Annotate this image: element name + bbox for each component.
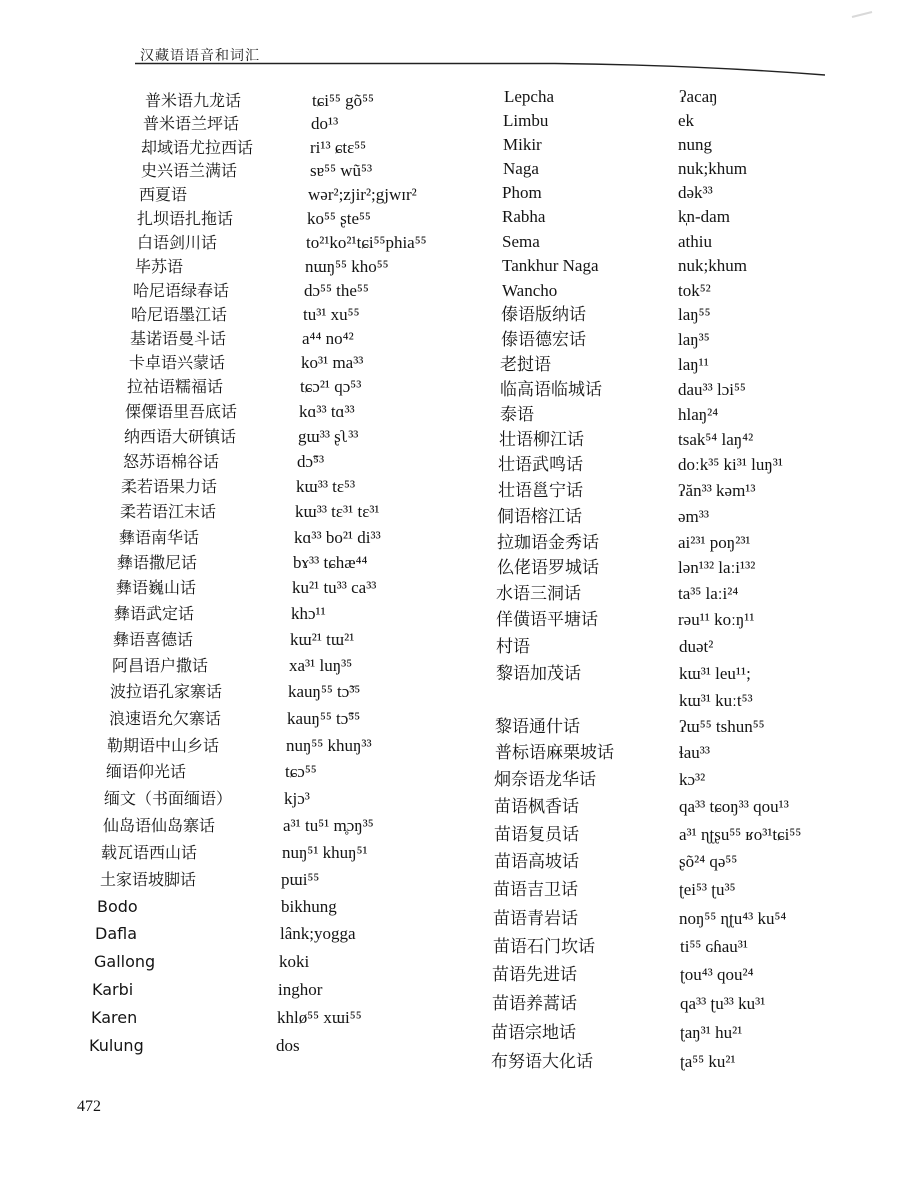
word-form: a⁴⁴ no⁴² xyxy=(302,329,354,348)
word-form: do¹³ xyxy=(311,114,339,133)
word-form: k̩n-dam xyxy=(678,207,730,226)
word-form: kɑ³³ tɑ³³ xyxy=(299,402,355,421)
language-name: 彝语撒尼话 xyxy=(117,553,198,572)
word-form: laŋ¹¹ xyxy=(678,355,709,374)
language-name: 布努语大化话 xyxy=(491,1052,593,1071)
word-form: kɑ³³ bo²¹ di³³ xyxy=(294,528,381,547)
language-name: 傣语版纳话 xyxy=(501,305,586,324)
word-form: kɯ³¹ kuːt⁵³ xyxy=(679,691,753,710)
language-name: 老挝语 xyxy=(500,355,551,374)
word-form: nuŋ⁵¹ khuŋ⁵¹ xyxy=(282,843,368,862)
word-form: kɯ³³ tɛ⁵³ xyxy=(296,477,356,496)
word-form: athiu xyxy=(678,232,712,251)
word-form: gɯ³³ ʂʅ³³ xyxy=(298,427,359,446)
language-name: Dafla xyxy=(95,924,138,943)
language-name: 缅语仰光话 xyxy=(106,762,187,781)
language-name: Naga xyxy=(503,159,539,178)
language-name: 黎语加茂话 xyxy=(496,664,581,683)
word-form: laŋ³⁵ xyxy=(678,330,710,349)
word-form: dɔ⁵⁵ the⁵⁵ xyxy=(304,281,369,300)
word-form: ta³⁵ laːi²⁴ xyxy=(678,584,739,603)
word-form: duət² xyxy=(679,637,714,656)
word-form: sɐ⁵⁵ wũ⁵³ xyxy=(310,161,373,180)
language-name: 傈僳语里吾底话 xyxy=(125,402,238,421)
word-form: koki xyxy=(279,952,310,971)
word-form: ko⁵⁵ ʂte⁵⁵ xyxy=(307,209,371,228)
language-name: 普标语麻栗坡话 xyxy=(495,743,614,762)
language-name: Sema xyxy=(502,232,540,251)
language-name: 基诺语曼斗话 xyxy=(130,329,227,348)
word-form: rəu¹¹ koːŋ¹¹ xyxy=(678,610,755,629)
word-form: pɯi⁵⁵ xyxy=(281,870,320,889)
word-form: ʔăn³³ kəm¹³ xyxy=(678,481,756,500)
language-name: Tankhur Naga xyxy=(502,256,599,275)
language-name: 苗语先进话 xyxy=(492,965,577,984)
language-name: Limbu xyxy=(503,111,549,130)
language-name: 哈尼语墨江话 xyxy=(131,305,228,324)
language-name: 壮语柳江话 xyxy=(499,430,584,449)
running-head-title: 汉藏语语音和词汇 xyxy=(140,48,260,64)
word-form: dos xyxy=(276,1036,300,1055)
language-name: Wancho xyxy=(502,281,558,300)
word-form: qa³³ tɕoŋ³³ qou¹³ xyxy=(679,797,789,816)
language-name: 缅文（书面缅语） xyxy=(104,789,233,808)
word-form: xa³¹ luŋ³⁵ xyxy=(289,656,353,675)
language-name: 侗语榕江话 xyxy=(497,507,582,526)
word-form: ko³¹ ma³³ xyxy=(301,353,364,372)
language-name: 勒期语中山乡话 xyxy=(107,736,220,755)
word-form: bikhung xyxy=(281,897,337,916)
word-form: qa³³ ʈu³³ ku³¹ xyxy=(680,994,766,1013)
language-name: 毕苏语 xyxy=(135,257,184,276)
language-name: 柔若语江末话 xyxy=(120,502,217,521)
language-name: 怒苏语棉谷话 xyxy=(123,452,220,471)
language-name: 白语剑川话 xyxy=(137,233,218,252)
word-form: dɔ̃⁵³ xyxy=(297,452,325,471)
word-form: kjɔ³ xyxy=(284,789,310,808)
language-name: 黎语通什话 xyxy=(495,717,580,736)
language-name: Kulung xyxy=(89,1036,144,1055)
language-name: Rabha xyxy=(502,207,546,226)
word-form: ʈaŋ³¹ hu²¹ xyxy=(680,1023,743,1042)
language-name: 普米语九龙话 xyxy=(145,91,242,110)
language-name: 浪速语允欠寨话 xyxy=(109,709,222,728)
language-name: 苗语枫香话 xyxy=(494,797,579,816)
language-name: 壮语武鸣话 xyxy=(498,455,583,474)
word-form: doːk³⁵ ki³¹ luŋ³¹ xyxy=(678,455,783,474)
word-form: ɬau³³ xyxy=(679,743,710,762)
language-name: 苗语高坡话 xyxy=(494,852,579,871)
language-name: 彝语南华话 xyxy=(119,528,200,547)
language-name: Karen xyxy=(91,1008,138,1027)
word-form: ti⁵⁵ ɢɦau³¹ xyxy=(680,937,748,956)
word-form: hlaŋ²⁴ xyxy=(678,405,719,424)
language-name: 纳西语大研镇话 xyxy=(124,427,237,446)
word-form: tu³¹ xu⁵⁵ xyxy=(303,305,360,324)
language-name: 苗语吉卫话 xyxy=(493,880,578,899)
language-name: Lepcha xyxy=(504,87,555,106)
word-form: kauŋ⁵⁵ tɔ̃³⁵ xyxy=(288,682,361,701)
word-form: dək³³ xyxy=(678,183,713,202)
word-form: ai²³¹ poŋ²³¹ xyxy=(678,533,751,552)
language-name: 佯僙语平塘话 xyxy=(496,610,598,629)
language-name: 仫佬语罗城话 xyxy=(497,558,599,577)
word-form: ʔacaŋ xyxy=(679,87,718,106)
language-name: 彝语喜德话 xyxy=(113,630,194,649)
word-form: ek xyxy=(678,111,695,130)
language-name: 苗语复员话 xyxy=(494,825,579,844)
word-form: bɤ³³ tɕhæ⁴⁴ xyxy=(293,553,368,572)
word-form: kɯ³¹ leu¹¹; xyxy=(679,664,751,683)
word-form: dau³³ lɔi⁵⁵ xyxy=(678,380,746,399)
language-name: Gallong xyxy=(94,952,156,971)
word-form: ʈou⁴³ qou²⁴ xyxy=(680,965,754,984)
word-form: nung xyxy=(678,135,712,154)
word-form: tɕi⁵⁵ gõ⁵⁵ xyxy=(312,91,374,110)
word-form: khlø⁵⁵ xɯi⁵⁵ xyxy=(277,1008,362,1027)
word-form: to²¹ko²¹tɕi⁵⁵phia⁵⁵ xyxy=(306,233,427,252)
language-name: 阿昌语户撒话 xyxy=(112,656,209,675)
language-name: 哈尼语绿春话 xyxy=(133,281,230,300)
language-name: 苗语养蒿话 xyxy=(492,994,577,1013)
language-name: 拉珈语金秀话 xyxy=(497,533,599,552)
word-form: kɯ³³ tɛ³¹ tɛ³¹ xyxy=(295,502,380,521)
language-name: 柔若语果力话 xyxy=(121,477,218,496)
language-name: 卡卓语兴蒙话 xyxy=(129,353,226,372)
language-name: 彝语武定话 xyxy=(114,604,195,623)
language-name: 临高语临城话 xyxy=(500,380,602,399)
word-form: tɕɔ⁵⁵ xyxy=(285,762,317,781)
word-form: lən¹³² laːi¹³² xyxy=(678,558,756,577)
language-name: Bodo xyxy=(97,897,138,916)
word-form: nuk;khum xyxy=(678,256,747,275)
language-name: 水语三洞话 xyxy=(496,584,581,603)
language-name: 泰语 xyxy=(500,405,534,424)
language-name: Mikir xyxy=(503,135,542,154)
language-name: 扎坝语扎拖话 xyxy=(137,209,234,228)
word-form: noŋ⁵⁵ ɳʈu⁴³ ku⁵⁴ xyxy=(679,909,787,928)
word-form: a³¹ tu⁵¹ m̥ɔŋ³⁵ xyxy=(283,816,374,835)
word-form: ʈa⁵⁵ ku²¹ xyxy=(680,1052,736,1071)
language-name: 仙岛语仙岛寨话 xyxy=(103,816,216,835)
language-name: Karbi xyxy=(92,980,134,999)
word-form: kauŋ⁵⁵ tɔ̃⁵⁵ xyxy=(287,709,361,728)
language-name: 波拉语孔家寨话 xyxy=(110,682,223,701)
word-form: ri¹³ ɕtɛ⁵⁵ xyxy=(310,138,367,157)
word-form: wər²;zjir²;gjwɪr² xyxy=(308,185,417,204)
word-form: tok⁵² xyxy=(678,281,711,300)
language-name: 却域语尤拉西话 xyxy=(141,138,254,157)
language-name: Phom xyxy=(502,183,542,202)
word-form: lânk;yogga xyxy=(280,924,356,943)
language-name: 载瓦语西山话 xyxy=(101,843,198,862)
language-name: 苗语石门坎话 xyxy=(493,937,595,956)
language-name: 土家语坡脚话 xyxy=(100,870,197,889)
word-form: kɯ²¹ tɯ²¹ xyxy=(290,630,355,649)
language-name: 苗语宗地话 xyxy=(491,1023,576,1042)
word-form: tɕɔ²¹ qɔ⁵³ xyxy=(300,377,362,396)
word-form: laŋ⁵⁵ xyxy=(678,305,711,324)
word-form: inghor xyxy=(278,980,323,999)
word-form: khɔ¹¹ xyxy=(291,604,326,623)
language-name: 壮语邕宁话 xyxy=(498,481,583,500)
language-name: 炯奈语龙华话 xyxy=(494,770,596,789)
word-form: ku²¹ tu³³ ca³³ xyxy=(292,578,377,597)
word-form: kɔ³² xyxy=(679,770,706,789)
word-form: nuŋ⁵⁵ khuŋ³³ xyxy=(286,736,372,755)
language-name: 彝语巍山话 xyxy=(116,578,197,597)
word-form: ʔɯ⁵⁵ tshun⁵⁵ xyxy=(679,717,765,736)
word-form: ʂõ²⁴ qə⁵⁵ xyxy=(679,852,738,871)
word-form: nuk;khum xyxy=(678,159,747,178)
page-number: 472 xyxy=(77,1098,101,1115)
language-name: 普米语兰坪话 xyxy=(143,114,240,133)
word-form: əm³³ xyxy=(678,507,709,526)
word-form: nɯŋ⁵⁵ kho⁵⁵ xyxy=(305,257,389,276)
language-name: 西夏语 xyxy=(139,185,188,204)
word-form: tsak⁵⁴ laŋ⁴² xyxy=(678,430,754,449)
language-name: 拉祜语糯福话 xyxy=(127,377,224,396)
word-form: a³¹ ɳʈʂu⁵⁵ ʁo³¹tɕi⁵⁵ xyxy=(679,825,802,844)
word-form: ʈei⁵³ ʈu³⁵ xyxy=(679,880,736,899)
language-name: 苗语青岩话 xyxy=(493,909,578,928)
language-name: 史兴语兰满话 xyxy=(141,161,238,180)
language-name: 村语 xyxy=(496,637,530,656)
language-name: 傣语德宏话 xyxy=(501,330,586,349)
